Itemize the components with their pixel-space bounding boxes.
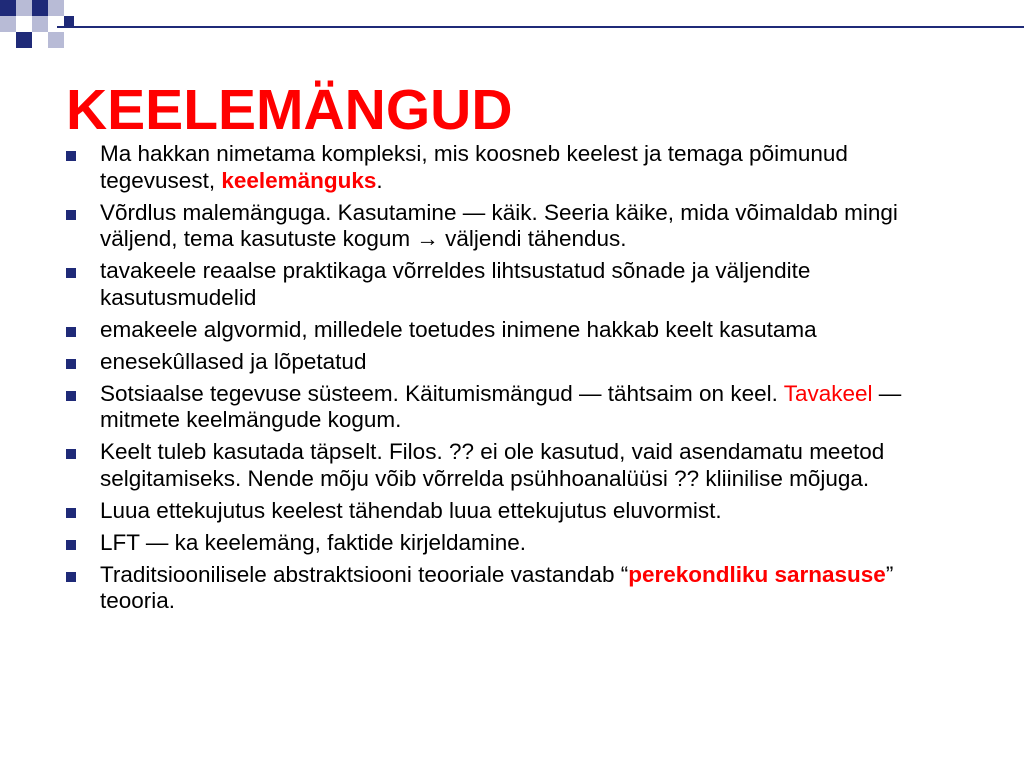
bullet-text: Traditsioonilisele abstraktsiooni teooriale vastandab “ <box>100 561 629 587</box>
bullet-item <box>66 381 966 434</box>
bullet-list <box>66 141 966 620</box>
square-bullet-icon <box>66 359 76 369</box>
bullet-item <box>66 200 966 253</box>
slide-title: KEELEMÄNGUD <box>66 78 513 142</box>
decor-square <box>32 16 48 32</box>
bullet-text: keelemänguks <box>221 167 377 193</box>
bullet-item <box>66 498 966 525</box>
bullet-item <box>66 562 966 615</box>
square-bullet-icon <box>66 210 76 220</box>
bullet-text: Ma hakkan nimetama kompleksi, mis koosneb keelest ja temaga põimunud tegevusest, <box>100 141 848 193</box>
square-bullet-icon <box>66 508 76 518</box>
decor-square <box>64 16 74 26</box>
bullet-text: — mitmete keelmängude kogum. <box>100 380 902 432</box>
decor-square <box>16 32 32 48</box>
square-bullet-icon <box>66 540 76 550</box>
decor-square <box>16 0 32 16</box>
decor-square <box>32 0 48 16</box>
decor-square <box>48 0 64 16</box>
bullet-text: ” teooria. <box>100 561 894 613</box>
bullet-text: emakeele algvormid, milledele toetudes inimene hakkab keelt kasutama <box>100 316 817 342</box>
bullet-item <box>66 349 966 376</box>
bullet-text: tavakeele reaalse praktikaga võrreldes lihtsustatud sõnade ja väljendite kasutusmudelid <box>100 258 811 310</box>
bullet-text: Tavakeel <box>783 380 873 406</box>
square-bullet-icon <box>66 151 76 161</box>
decor-square <box>48 32 64 48</box>
bullet-item <box>66 141 966 194</box>
bullet-item <box>66 530 966 557</box>
decor-square <box>0 0 16 16</box>
bullet-text: Luua ettekujutus keelest tähendab luua ettekujutus eluvormist. <box>100 497 722 523</box>
corner-decoration <box>0 0 1024 60</box>
bullet-text: Sotsiaalse tegevuse süsteem. Käitumismängud — tähtsaim on keel. <box>100 380 784 406</box>
header-rule <box>57 26 1024 28</box>
decor-square <box>0 16 16 32</box>
square-bullet-icon <box>66 268 76 278</box>
bullet-item <box>66 439 966 492</box>
square-bullet-icon <box>66 327 76 337</box>
bullet-text: LFT — ka keelemäng, faktide kirjeldamine. <box>100 529 527 555</box>
bullet-item <box>66 317 966 344</box>
bullet-text: perekondliku sarnasuse <box>628 561 886 587</box>
bullet-item <box>66 258 966 311</box>
square-bullet-icon <box>66 572 76 582</box>
bullet-text: Keelt tuleb kasutada täpselt. Filos. ?? ei ole kasutud, vaid asendamatu meetod selgitamiseks. Nende mõju võib võrrelda psühhoanalüüsi ?? kliinilise mõjuga. <box>100 439 885 491</box>
square-bullet-icon <box>66 449 76 459</box>
square-bullet-icon <box>66 391 76 401</box>
bullet-text: . <box>376 167 383 193</box>
bullet-text: enesekûllased ja lõpetatud <box>100 348 367 374</box>
bullet-text: Võrdlus malemänguga. Kasutamine — käik. Seeria käike, mida võimaldab mingi väljend, tema kasutuste kogum → väljendi tähendus. <box>100 199 898 251</box>
